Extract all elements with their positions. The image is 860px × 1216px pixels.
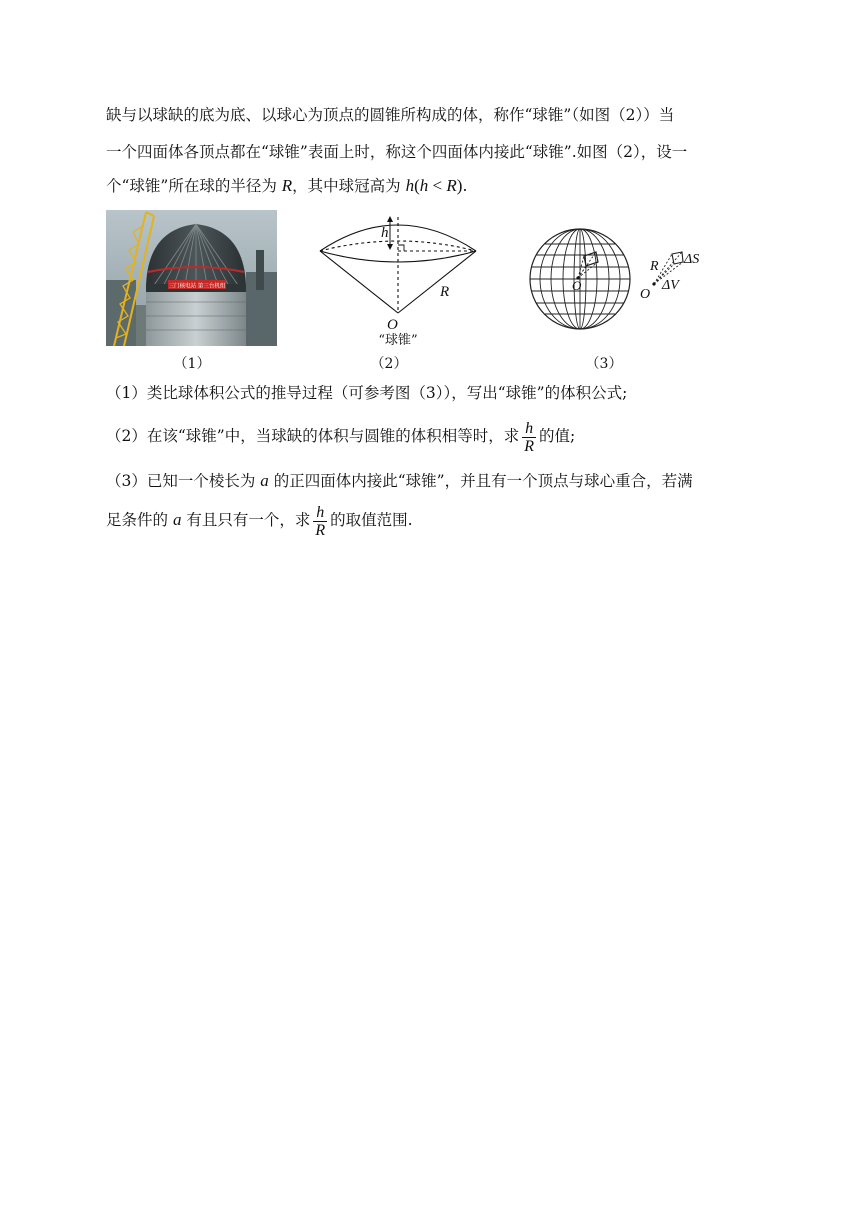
question-3-text-a: （3）已知一个棱长为 <box>106 472 261 490</box>
fraction-numerator: h <box>525 419 534 437</box>
label-delta-V: ΔV <box>662 278 679 293</box>
var-a: a <box>260 471 269 490</box>
center-point-2 <box>652 282 655 285</box>
label-O: O <box>387 317 398 333</box>
cone-left-side <box>320 251 398 313</box>
paren-close: ) <box>456 176 463 195</box>
fraction-denominator: R <box>524 437 534 455</box>
h-arrow-head-up <box>387 216 393 222</box>
var-h: h <box>405 176 415 195</box>
label-h: h <box>381 225 389 241</box>
figure-1-photo <box>106 210 277 346</box>
label-R-small: R <box>650 259 659 274</box>
text-line-1 <box>106 104 674 126</box>
question-3-text-c: 足条件的 <box>106 511 173 529</box>
question-3-text-d: 有且只有一个，求 <box>181 511 311 529</box>
h-arrow-head-down <box>387 244 393 250</box>
label-spherical-cone-title: “球锥” <box>378 333 418 347</box>
var-a-2: a <box>172 510 182 529</box>
text-line-3-part-a: 个“球锥”所在球的半径为 <box>106 177 282 195</box>
fraction-h-over-R-2 <box>313 504 327 539</box>
figure-3-sphere-grid <box>526 226 716 338</box>
right-angle-mark <box>398 245 404 251</box>
figure-3-caption: （3） <box>585 356 623 372</box>
text-line-3-end: . <box>462 177 468 195</box>
question-3-line-1 <box>106 470 693 492</box>
less-than-sign: < <box>428 176 447 195</box>
sphere-grid-diagram <box>526 226 716 334</box>
question-2 <box>106 414 575 458</box>
label-delta-S: ΔS <box>684 252 700 267</box>
label-R: R <box>440 284 450 300</box>
text-line-2 <box>106 141 687 163</box>
cone-right-side <box>398 251 476 313</box>
figure-2-caption: （2） <box>370 356 408 372</box>
question-2-text-b: 的值; <box>539 427 576 445</box>
question-2-text-a: （2）在该“球锥”中，当球缺的体积与圆锥的体积相等时，求 <box>106 427 520 445</box>
question-1-text: （1）类比球体积公式的推导过程（可参考图（3）），写出“球锥”的体积公式; <box>106 384 628 402</box>
question-1 <box>106 382 627 404</box>
text-line-3 <box>106 175 467 197</box>
label-O-sphere: O <box>572 278 582 293</box>
question-3-text-b: 的正四面体内接此“球锥”，并且有一个顶点与球心重合，若满 <box>268 472 693 490</box>
fraction-h-over-R <box>522 420 536 455</box>
figure-1-banner-text: 三门核电站 第三台机组 <box>168 283 226 290</box>
var-h-inner: h <box>419 176 429 195</box>
figure-1-caption: （1） <box>173 356 211 372</box>
question-3-line-2 <box>106 498 413 542</box>
fraction-numerator-2: h <box>316 503 325 521</box>
figure-2-spherical-cone <box>312 207 484 351</box>
var-R: R <box>281 176 293 195</box>
nuclear-dome-photo-image <box>106 210 277 346</box>
text-line-3-part-b: ，其中球冠高为 <box>292 177 406 195</box>
paren-open: ( <box>414 176 420 195</box>
spherical-cone-diagram <box>312 207 484 347</box>
text-line-2-content: 一个四面体各顶点都在“球锥”表面上时，称这个四面体内接此“球锥”.如图（2），设一 <box>106 143 688 161</box>
var-R-inner: R <box>446 176 457 195</box>
label-O-small: O <box>640 287 651 302</box>
text-line-1-content: 缺与以球缺的底为底、以球心为顶点的圆锥所构成的体，称作“球锥”（如图（2））当 <box>106 106 675 124</box>
question-3-text-e: 的取值范围. <box>330 511 413 529</box>
fraction-denominator-2: R <box>315 521 326 539</box>
